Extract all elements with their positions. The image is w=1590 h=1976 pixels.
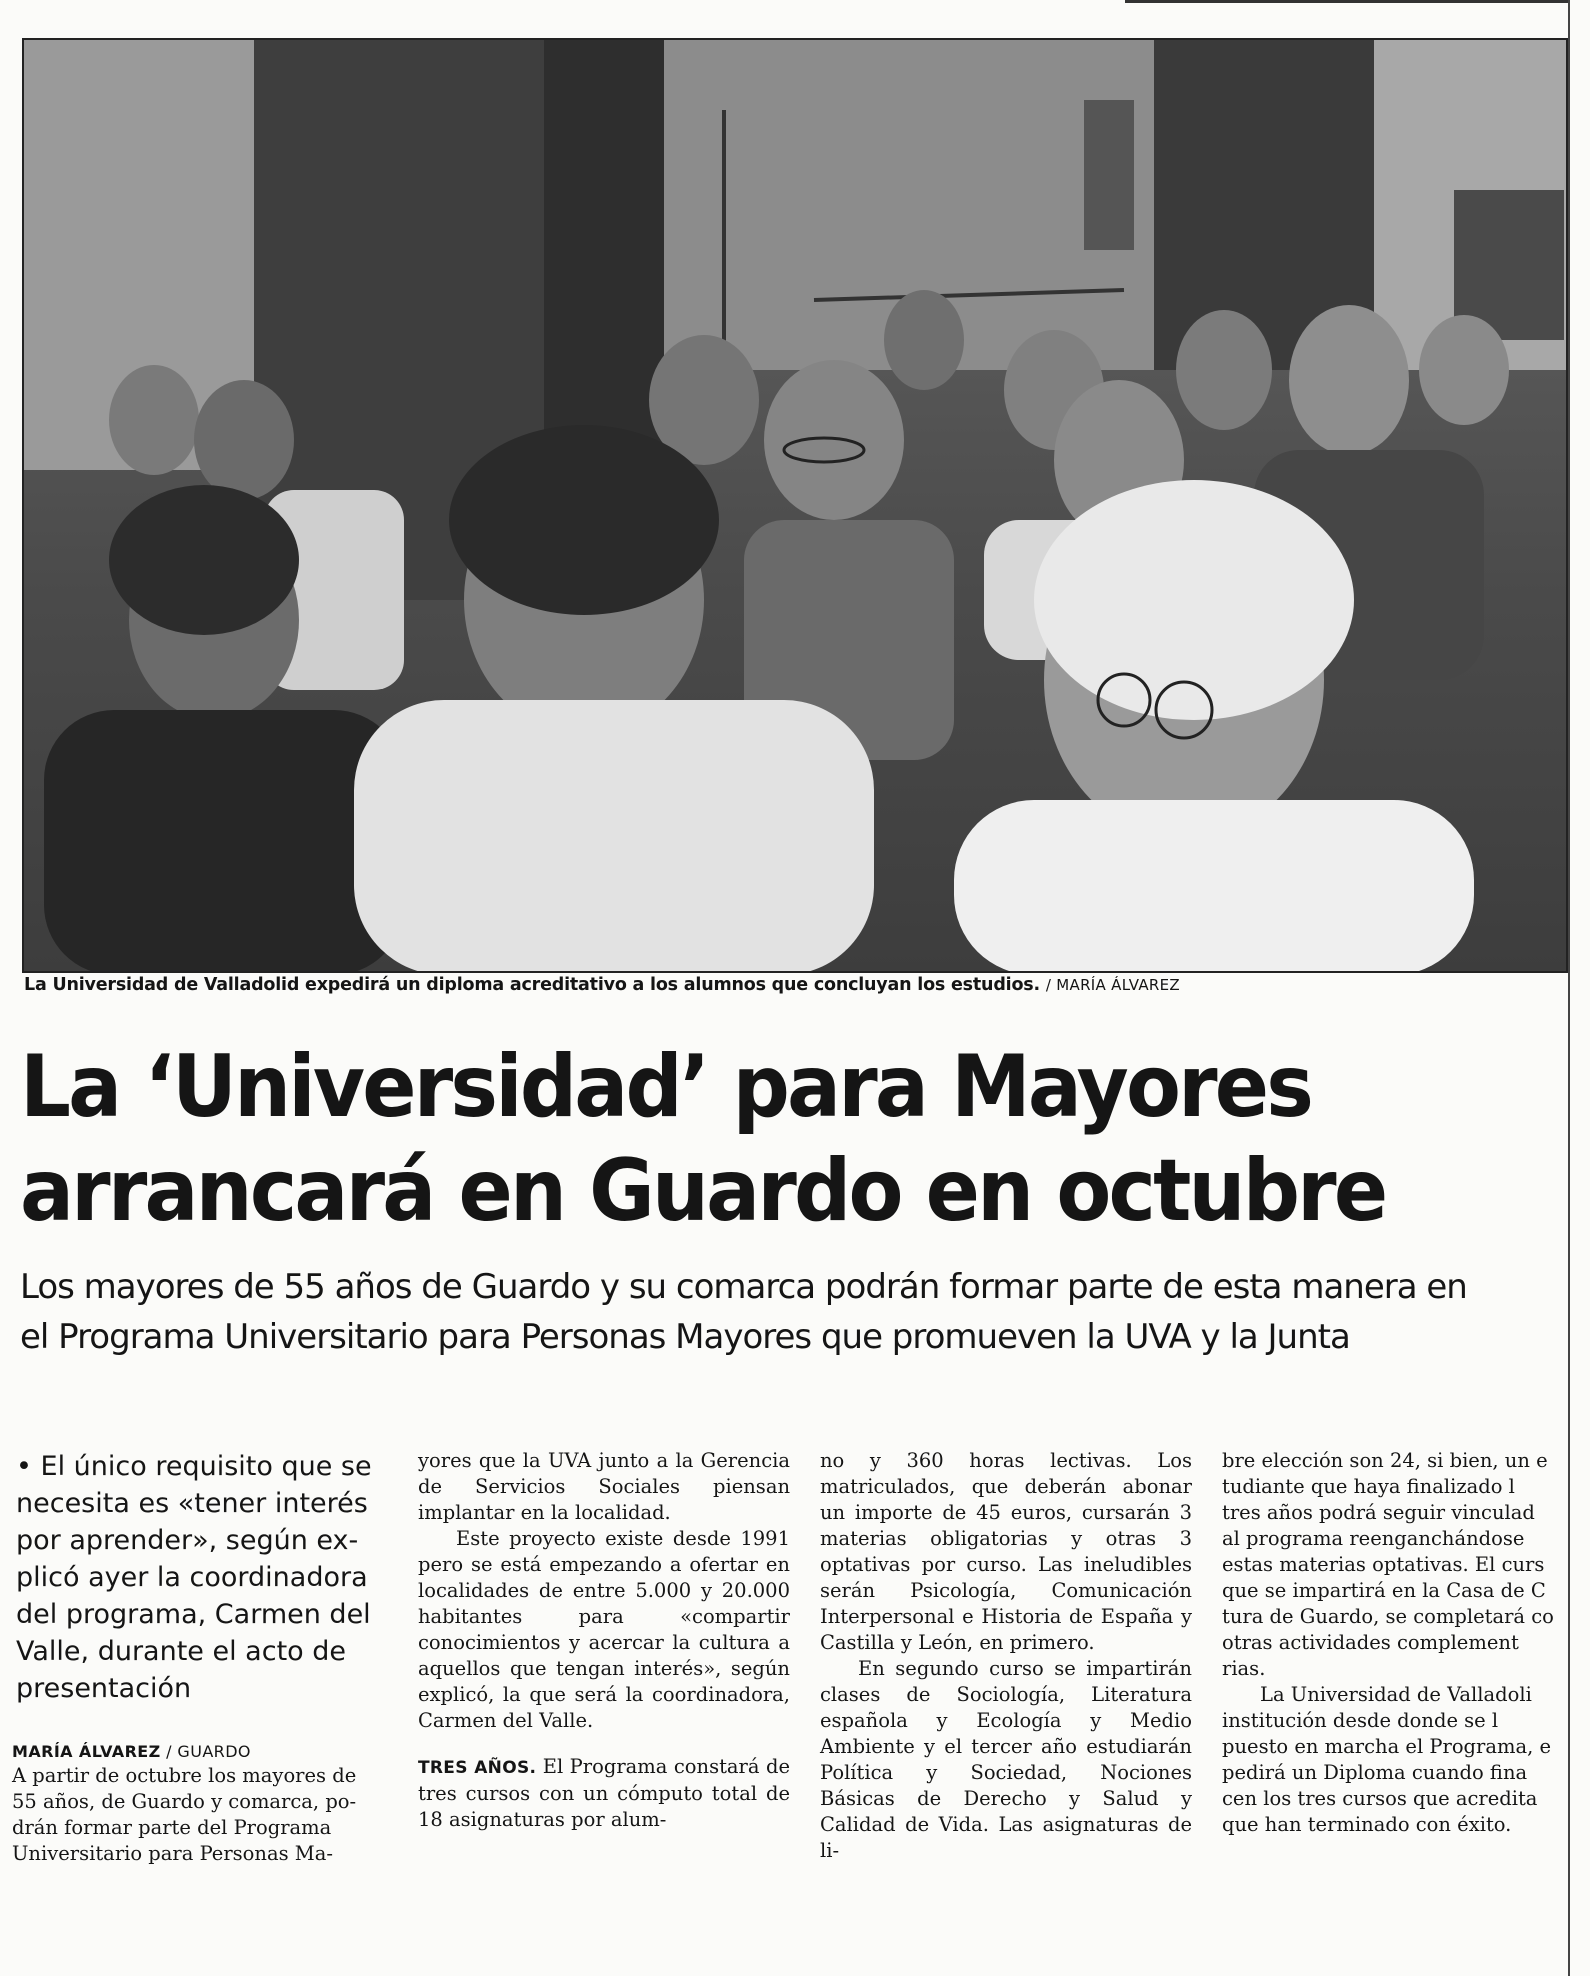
body-line: al programa reenganchándose — [1222, 1527, 1525, 1550]
photo-caption — [24, 975, 1424, 995]
caption-text: La Universidad de Valladolid expedirá un diploma acreditativo a los alumnos que concluyan los estudios. — [24, 975, 1040, 995]
top-rule — [1125, 0, 1570, 3]
article-headline — [20, 1035, 1452, 1243]
section-text: El Programa constará de tres cursos con un cómputo total de 18 asignaturas por alum- — [418, 1755, 790, 1831]
body-line: tres años podrá seguir vinculad — [1222, 1501, 1535, 1524]
lead-line: presentación — [16, 1673, 192, 1704]
body-line: bre elección son 24, si bien, un e — [1222, 1449, 1548, 1472]
section-paragraph — [418, 1754, 790, 1833]
paragraph: no y 360 horas lectivas. Los matriculados, que deberán abonar un importe de 45 euros, cursarán 3 materias obligatorias y otras 3 optativas por curso. Las ineludibles serán Psicología, Comunicación Interpersonal e Historia de España y Castilla y León, en primero. — [820, 1449, 1192, 1654]
column-1-body — [12, 1763, 390, 1867]
headline-line-2: arrancará en Guardo en octubre — [20, 1141, 1386, 1241]
byline-author: MARÍA ÁLVAREZ — [12, 1742, 161, 1761]
photo-credit: / MARÍA ÁLVAREZ — [1045, 976, 1180, 994]
body-line: cen los tres cursos que acredita — [1222, 1787, 1538, 1810]
lead-line: • El único requisito que se — [16, 1451, 372, 1482]
lead-line: del programa, Carmen del — [16, 1599, 371, 1630]
body-line: que se impartirá en la Casa de C — [1222, 1579, 1546, 1602]
body-line: La Universidad de Valladoli — [1260, 1683, 1532, 1706]
paragraph: Este proyecto existe desde 1991 pero se está empezando a ofertar en localidades de entre 5.000 y 20.000 habitantes para «compartir conocimientos y acercar la cultura a aquellos que tengan interés», según explicó, la que será la coordinadora, Carmen del Valle. — [418, 1527, 790, 1732]
paragraph: yores que la UVA junto a la Gerencia de Servicios Sociales piensan implantar en la localidad. — [418, 1449, 790, 1524]
paragraph: En segundo curso se impartirán clases de Sociología, Literatura española y Ecología y Medio Ambiente y el tercer año estudiarán Política y Sociedad, Nociones Básicas de Derecho y Salud y Calidad de Vida. Las asignaturas de li- — [820, 1657, 1192, 1862]
section-heading: TRES AÑOS. — [418, 1758, 537, 1778]
lead-summary — [12, 1448, 390, 1707]
body-line: otras actividades complement — [1222, 1631, 1519, 1654]
body-line: 55 años, de Guardo y comarca, po- — [12, 1790, 357, 1813]
body-line: tura de Guardo, se completará co — [1222, 1605, 1554, 1628]
byline-place: / GUARDO — [166, 1742, 251, 1761]
body-line: que han terminado con éxito. — [1222, 1813, 1512, 1836]
right-edge-rule — [1568, 0, 1570, 1976]
body-line: Universitario para Personas Ma- — [12, 1842, 333, 1865]
article-subheadline — [20, 1262, 1560, 1362]
body-line: puesto en marcha el Programa, e — [1222, 1735, 1552, 1758]
body-line: pedirá un Diploma cuando fina — [1222, 1761, 1528, 1784]
article-photo — [22, 38, 1568, 973]
lead-line: plicó ayer la coordinadora — [16, 1562, 368, 1593]
body-line: estas materias optativas. El curs — [1222, 1553, 1545, 1576]
lead-line: necesita es «tener interés — [16, 1488, 368, 1519]
body-line: rias. — [1222, 1657, 1266, 1680]
column-2 — [418, 1448, 790, 1833]
lead-line: por aprender», según ex- — [16, 1525, 359, 1556]
body-line: drán formar parte del Programa — [12, 1816, 332, 1839]
body-line: A partir de octubre los mayores de — [12, 1764, 357, 1787]
audience-photo-illustration — [24, 40, 1568, 973]
column-4 — [1222, 1448, 1568, 1838]
subhead-line-2: el Programa Universitario para Personas Mayores que promueven la UVA y la Junta — [20, 1317, 1350, 1357]
byline — [12, 1741, 390, 1763]
headline-line-1: La ‘Universidad’ para Mayores — [20, 1037, 1312, 1137]
lead-line: Valle, durante el acto de — [16, 1636, 347, 1667]
column-1 — [12, 1448, 390, 1867]
column-3 — [820, 1448, 1192, 1864]
body-line: tudiante que haya finalizado l — [1222, 1475, 1515, 1498]
body-line: institución desde donde se l — [1222, 1709, 1499, 1732]
subhead-line-1: Los mayores de 55 años de Guardo y su comarca podrán formar parte de esta manera en — [20, 1267, 1467, 1307]
